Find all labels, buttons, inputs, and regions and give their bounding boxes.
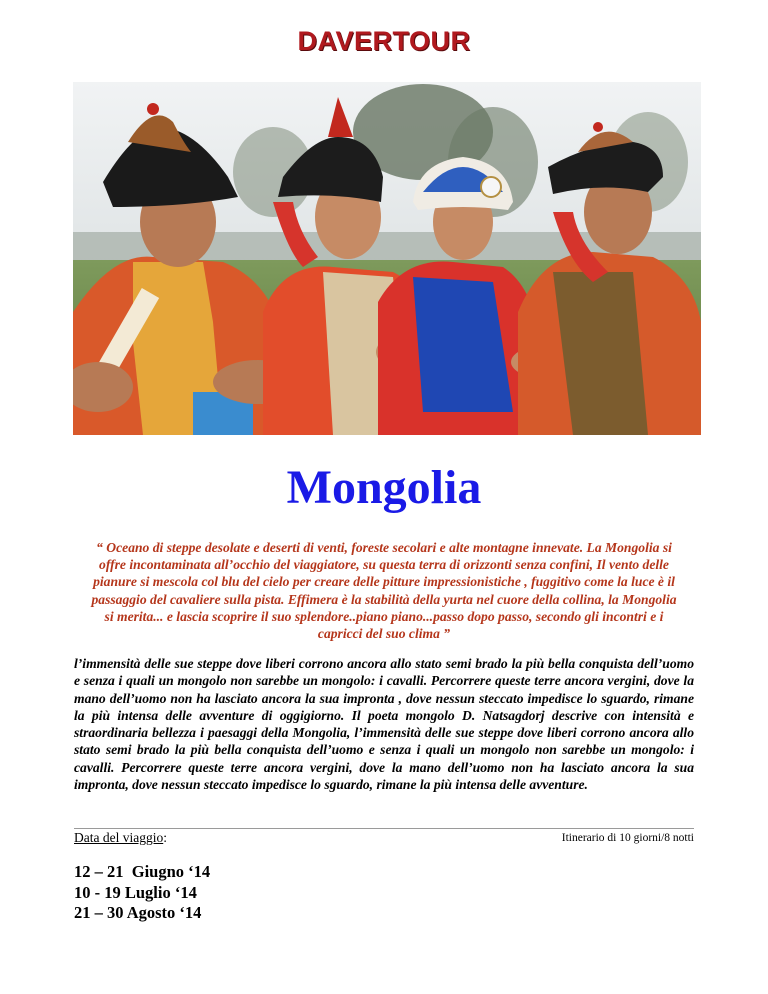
travel-date-label-text: Data del viaggio (74, 830, 164, 845)
page-title: Mongolia (286, 461, 482, 514)
hero-photo (73, 82, 701, 435)
travel-dates-list (74, 862, 210, 924)
description-paragraph: l’immensità delle sue steppe dove liberi corrono ancora allo stato semi brado la più bella conquista dell’uomo e senza i quali un mongolo non sarebbe un mongolo: i cavalli. Percorrere queste terre ancora vergini, dove la mano dell’uomo non ha lasciato ancora la sua impronta , dove nessun steccato impedisce lo sguardo, rimane la più intensa delle avventure di oggigiorno. Il poeta mongolo D. Natsagdorj descrive con intensità e straordinaria bellezza i paesaggi della Mongolia, l’immensità delle sue steppe dove liberi corrono ancora allo stato semi brado la più bella conquista dell’uomo e senza i quali un mongolo non sarebbe un mongolo: i cavalli. Percorrere queste terre ancora vergini, dove la mano dell’uomo non ha lasciato ancora la sua impronta, dove nessun steccato impedisce lo sguardo, rimane la più intensa delle avventure. (74, 656, 694, 793)
travel-date-label-colon: : (163, 830, 167, 845)
travel-date-label (74, 830, 167, 846)
intro-quote: “ Oceano di steppe desolate e deserti di venti, foreste secolari e alte montagne innevate. La Mongolia si offre incontaminata all’occhio del viaggiatore, su questa terra di orizzonti senza confini, Il vento delle pianure si mescola col blu del cielo per creare delle pitture impressionistiche , fuggitivo come la luce è il passaggio del cavaliere sulla pista. Effimera è la stabilità della yurta nel cuore della collina, la Mongolia si merita... e lascia scoprire il suo splendore..piano piano...passo dopo passo, secondo gli incontri e i capricci del suo clima ” (91, 540, 677, 642)
travel-date-item: 21 – 30 Agosto ‘14 (74, 903, 202, 922)
hero-photo-illustration (73, 82, 701, 435)
travel-date-item: 12 – 21 Giugno ‘14 (74, 862, 211, 881)
section-divider (74, 828, 694, 829)
brand-logo: DAVERTOUR (297, 26, 471, 56)
travel-date-item: 10 - 19 Luglio ‘14 (74, 882, 197, 902)
itinerary-duration: Itinerario di 10 giorni/8 notti (561, 832, 694, 844)
